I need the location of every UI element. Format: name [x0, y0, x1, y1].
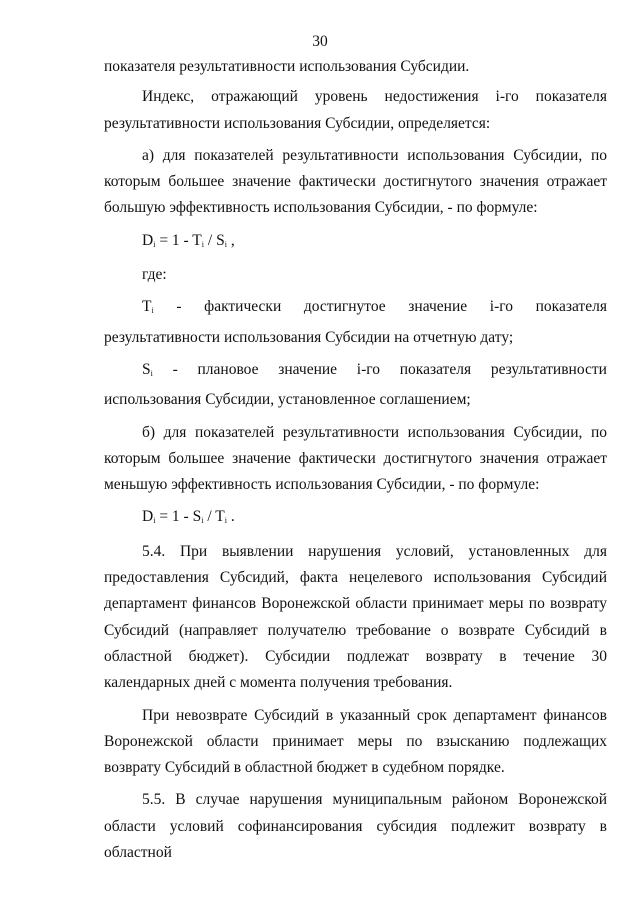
definition-t-continuation: результативности использования Субсидии на отчетную дату; [104, 328, 514, 346]
definition-t-dash: - [176, 298, 182, 316]
definition-s-word: плановое [197, 360, 259, 378]
definition-t-word: значение [408, 298, 468, 316]
formula-a-lhs: D [142, 231, 154, 249]
definition-t-line [104, 294, 607, 324]
formula-a-sub: i [224, 239, 227, 249]
paragraph-case-b: б) для показателей результативности использования Субсидии, по которым большее значение фактически достигнутого значения отражает меньшую эффективность использования Субсидии, - по формуле: [104, 423, 607, 494]
definition-s-continuation: использования Субсидии, установленное соглашением; [104, 391, 471, 409]
formula-a-sub: i [153, 239, 156, 249]
paragraph-non-return: При невозврате Субсидий в указанный срок департамент финансов Воронежской области принимает меры по взысканию подлежащих возврату Субсидий в областной бюджет в судебном порядке. [104, 706, 607, 777]
formula-b-sub: i [224, 516, 227, 526]
definition-s-dash: - [172, 360, 178, 378]
definition-s-word: значение [278, 360, 338, 378]
definition-s-word: i-го [356, 360, 380, 378]
definition-s-word: результативности [490, 360, 607, 378]
formula-b-div: / T [203, 508, 225, 526]
paragraph-continuation: показателя результативности использования Субсидии. [104, 58, 470, 75]
formula-a-end: , [226, 231, 235, 249]
definition-t-word: фактически [204, 298, 282, 316]
formula-b-sub: i [153, 516, 156, 526]
where-label: где: [142, 266, 167, 284]
document-body [104, 54, 607, 872]
paragraph-5-4: 5.4. При выявлении нарушения условий, установленных для предоставления Субсидий, факта нецелевого использования Субсидий департамент финансов Воронежской области принимает меры по возврату Субсидий (направляет получателю требование о возврате Субсидий в областной бюджет). Субсидии подлежат возврату в течение 30 календарных дней с момента получения требования. [104, 542, 607, 692]
definition-s-word: показателя [399, 360, 472, 378]
definition-t-symbol: $T_i$ [142, 298, 154, 316]
formula-b-end: . [226, 508, 235, 526]
definition-t-word: показателя [535, 298, 607, 316]
paragraph-case-a: а) для показателей результативности использования Субсидии, по которым большее значение фактически достигнутого значения отражает большую эффективность использования Субсидии, - по формуле: [104, 146, 607, 217]
paragraph-5-5: 5.5. В случае нарушения муниципальным районом Воронежской области условий софинансирования субсидия подлежит возврату в областной [104, 791, 607, 862]
definition-t-word: i-го [489, 298, 513, 316]
formula-a-div: / S [204, 231, 225, 249]
definition-s-line [104, 357, 607, 387]
definition-s-symbol: $S_i$ [142, 360, 153, 378]
formula-b-sub: i [201, 516, 204, 526]
formula-b-eq: = 1 - S [155, 508, 202, 526]
paragraph-index-definition: Индекс, отражающий уровень недостижения i-го показателя результативности использования Субсидии, определяется: [104, 88, 607, 132]
formula-b-lhs: D [142, 508, 154, 526]
definition-t-word: достигнутое [303, 298, 386, 316]
formula-a [104, 228, 607, 258]
formula-a-sub: i [201, 239, 205, 249]
formula-a-eq: = 1 - T [155, 231, 202, 249]
page-number: 30 [312, 33, 328, 50]
formula-b [104, 504, 607, 534]
